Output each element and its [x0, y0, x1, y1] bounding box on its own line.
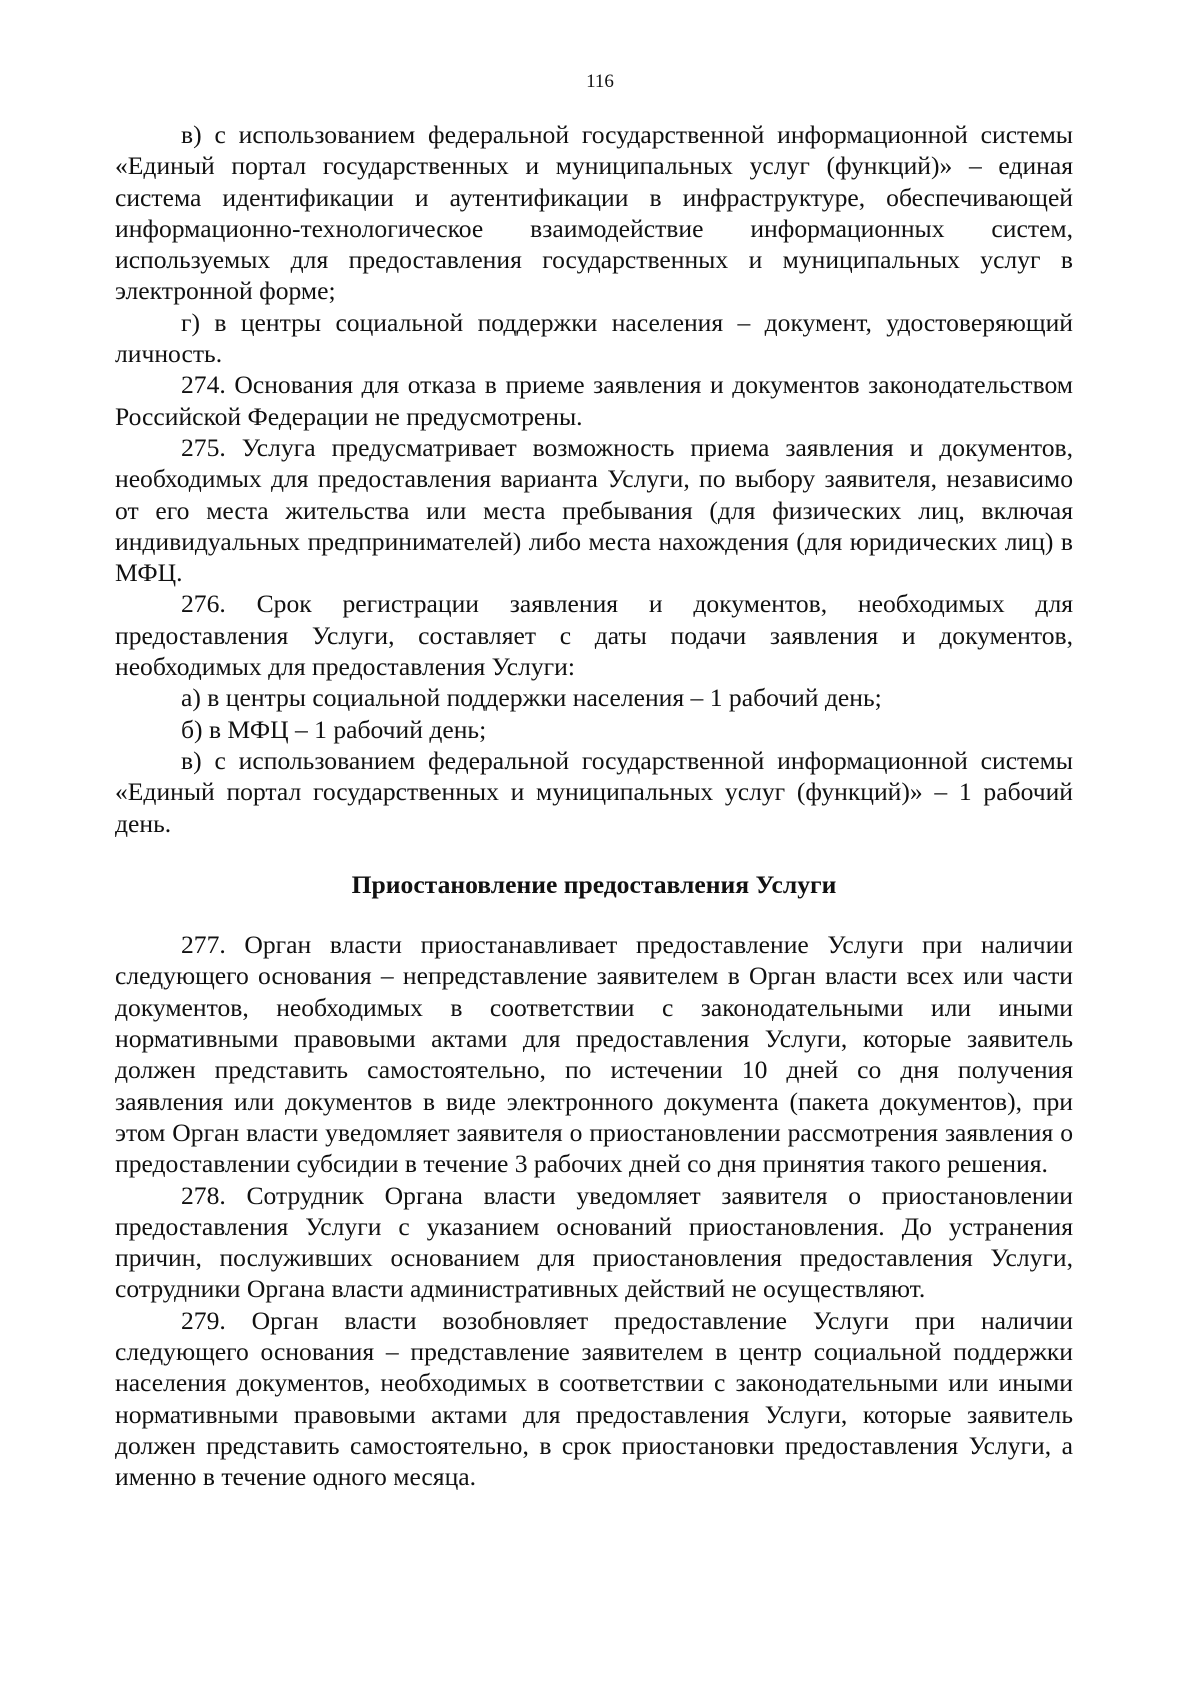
paragraph-276-b: б) в МФЦ – 1 рабочий день; [181, 714, 487, 744]
paragraph-277: 277. Орган власти приостанавливает предоставление Услуги при наличии следующего основания – непредставление заявителем в Орган власти всех или части документов, необходимых в соответствии с законодательными или иными нормативными правовыми актами для предоставления Услуги, которые заявитель должен представить самостоятельно, по истечении 10 дней со дня получения заявления или документов в виде электронного документа (пакета документов), при этом Орган власти уведомляет заявителя о приостановлении рассмотрения заявления о предоставлении субсидии в течение 3 рабочих дней со дня принятия такого решения. [115, 930, 1073, 1179]
paragraph-274: 274. Основания для отказа в приеме заявления и документов законодательством Российской Федерации не предусмотрены. [115, 370, 1073, 431]
paragraph-276-v: в) с использованием федеральной государственной информационной системы «Единый портал государственных и муниципальных услуг (функций)» – 1 рабочий день. [115, 745, 1073, 838]
section-heading: Приостановление предоставления Услуги [351, 869, 837, 899]
document-body [115, 119, 1073, 1492]
paragraph-275: 275. Услуга предусматривает возможность приема заявления и документов, необходимых для предоставления варианта Услуги, по выбору заявителя, независимо от его места жительства или места пребывания (для физических лиц, включая индивидуальных предпринимателей) либо места нахождения (для юридических лиц) в МФЦ. [115, 432, 1073, 588]
paragraph-276-a: а) в центры социальной поддержки населения – 1 рабочий день; [181, 683, 882, 713]
page-number: 116 [586, 71, 614, 92]
paragraph-276: 276. Срок регистрации заявления и документов, необходимых для предоставления Услуги, составляет с даты подачи заявления и документов, необходимых для предоставления Услуги: [115, 589, 1073, 682]
paragraph-clause-v-epgu: в) с использованием федеральной государственной информационной системы «Единый портал государственных и муниципальных услуг (функций)» – единая система идентификации и аутентификации в инфраструктуре, обеспечивающей информационно-технологическое взаимодействие информационных систем, используемых для предоставления государственных и муниципальных услуг в электронной форме; [115, 120, 1073, 306]
paragraph-278: 278. Сотрудник Органа власти уведомляет заявителя о приостановлении предоставления Услуги с указанием оснований приостановления. До устранения причин, послуживших основанием для приостановления предоставления Услуги, сотрудники Органа власти административных действий не осуществляют. [115, 1180, 1073, 1304]
paragraph-279: 279. Орган власти возобновляет предоставление Услуги при наличии следующего основания – представление заявителем в центр социальной поддержки населения документов, необходимых в соответствии с законодательными или иными нормативными правовыми актами для предоставления Услуги, которые заявитель должен представить самостоятельно, в срок приостановки предоставления Услуги, а именно в течение одного месяца. [115, 1305, 1073, 1492]
paragraph-clause-g-social-centers: г) в центры социальной поддержки населения – документ, удостоверяющий личность. [115, 307, 1073, 369]
